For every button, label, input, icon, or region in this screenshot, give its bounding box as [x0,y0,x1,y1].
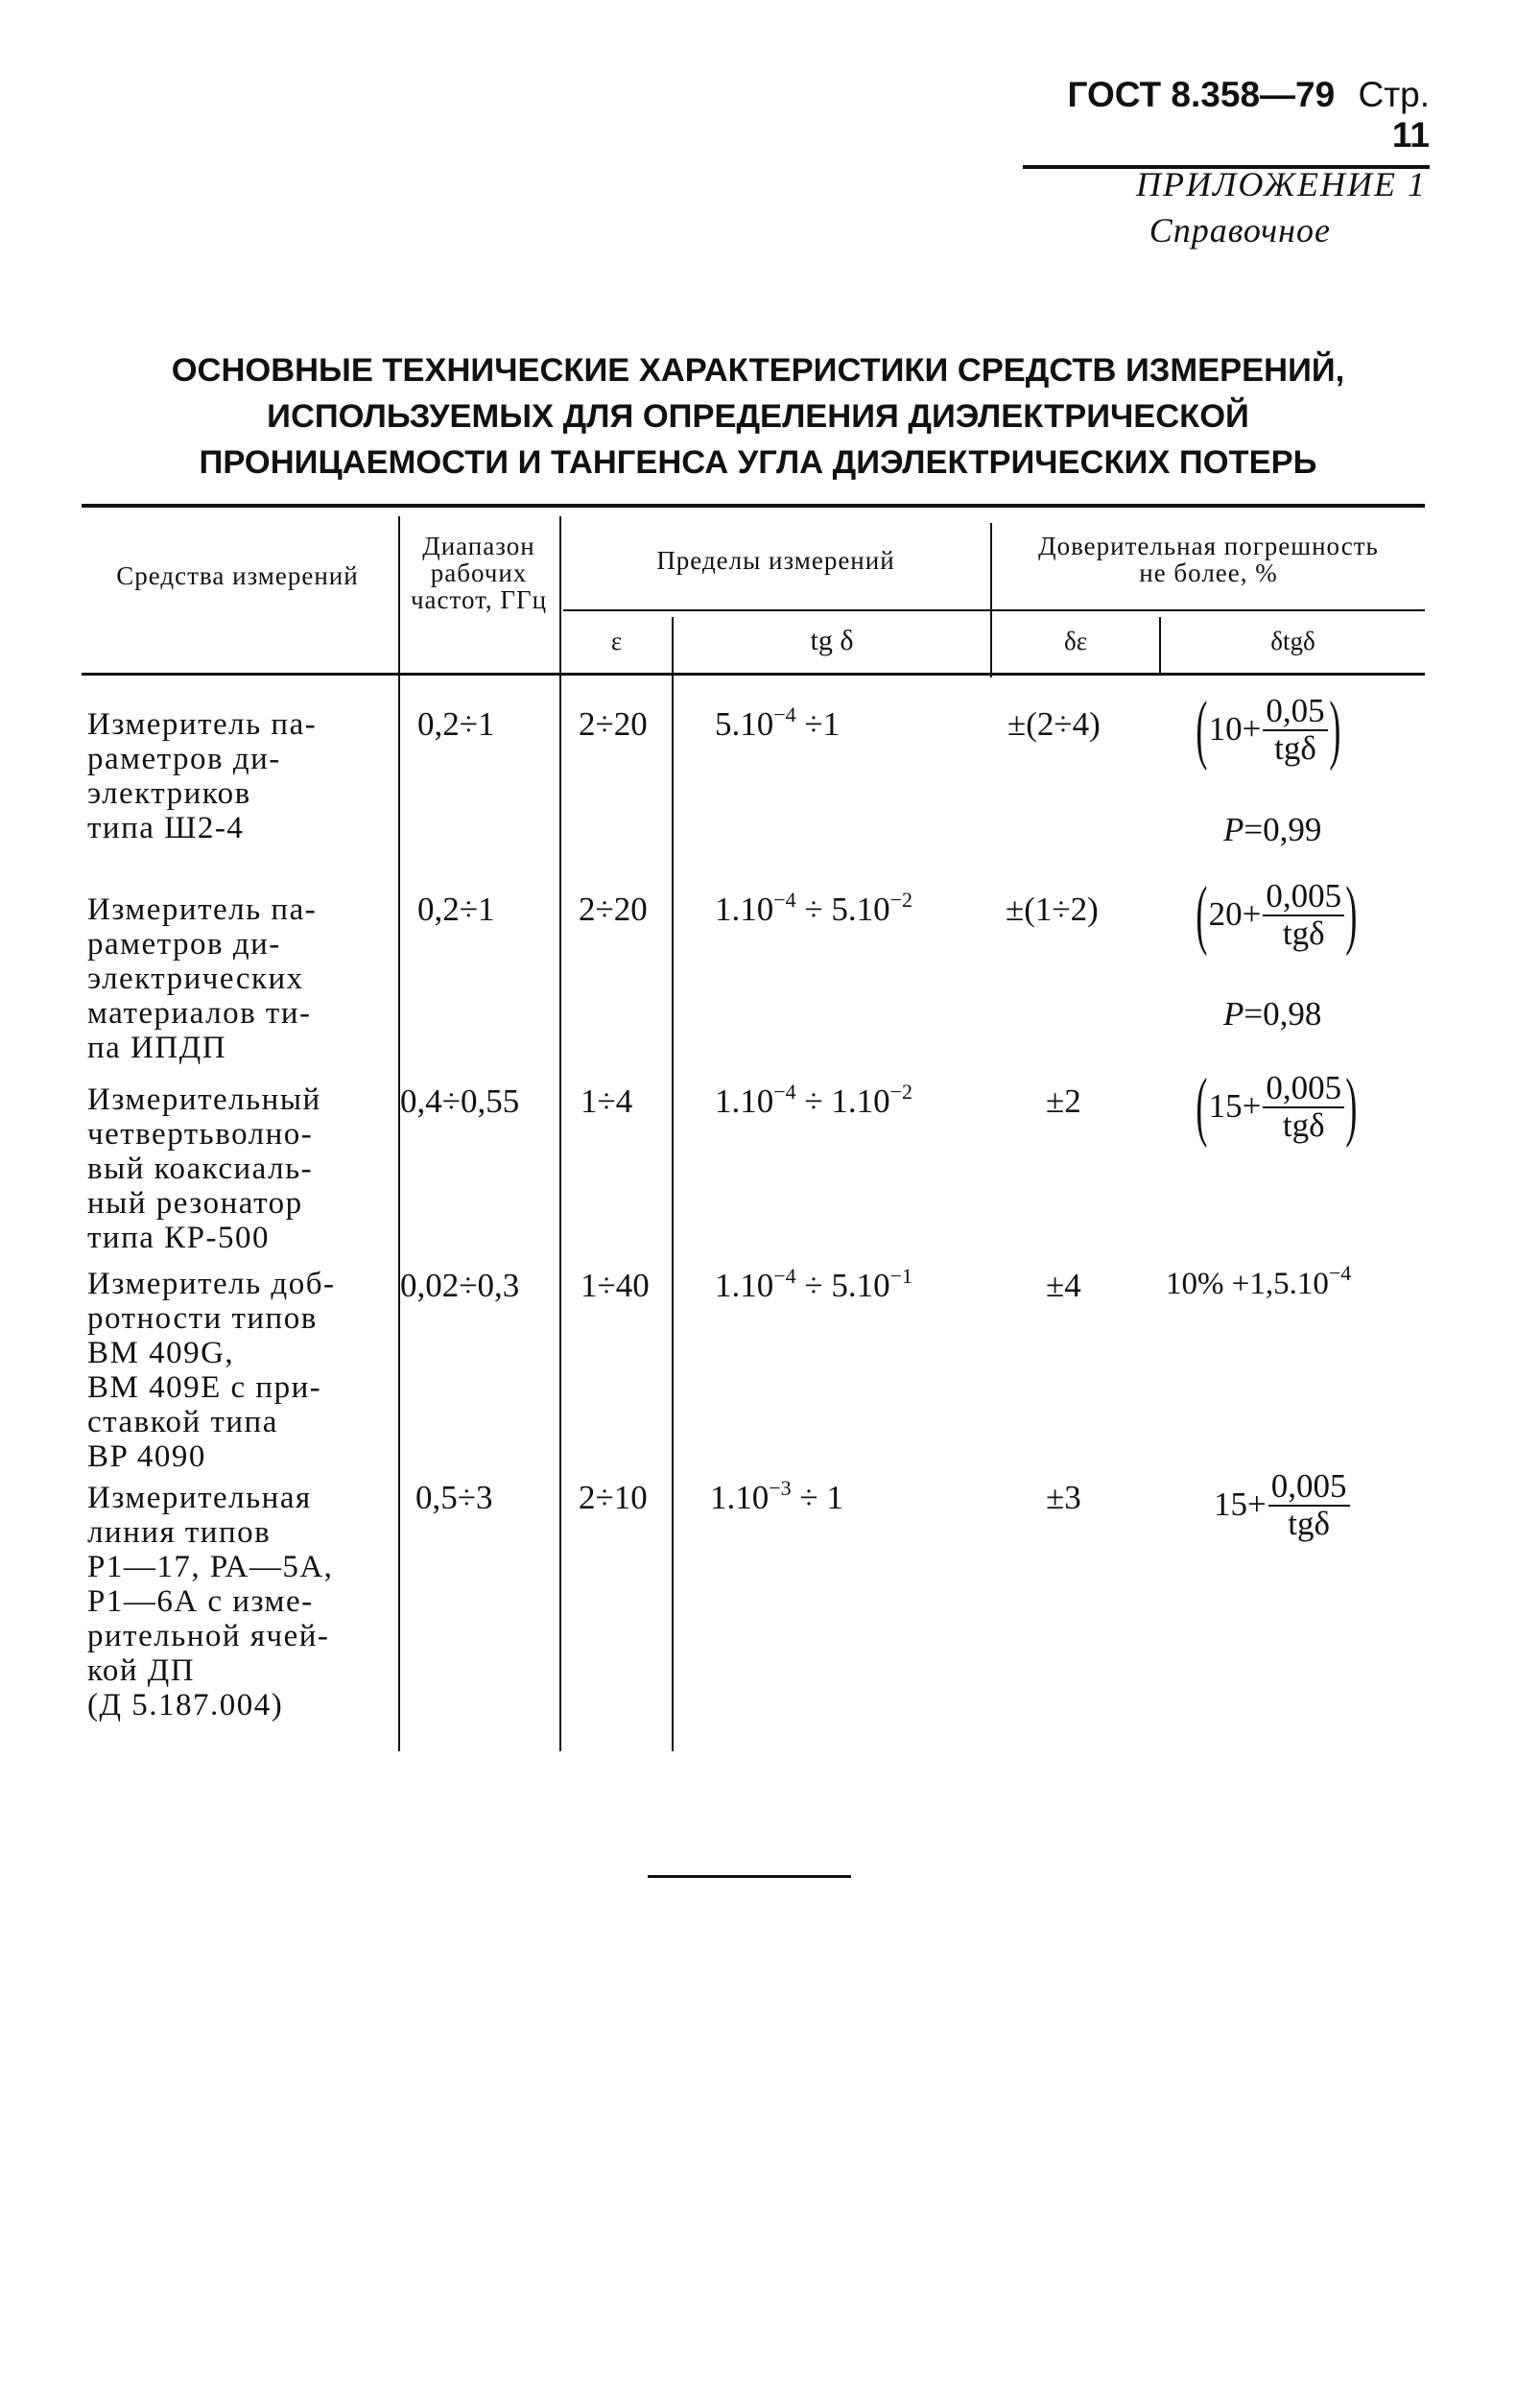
header-frequency-line: рабочих [430,558,528,587]
appendix-title: ПРИЛОЖЕНИЕ 1 [1136,165,1427,203]
instrument-line: Р1—6А с изме- [87,1584,314,1619]
fraction [1263,1070,1344,1143]
fraction [1263,878,1344,951]
col-divider [398,516,400,1751]
d-eps-value: ±3 [1046,1479,1081,1516]
instrument-line: BM 409G, [87,1336,235,1370]
d-eps-value: ±(2÷4) [1007,705,1101,743]
paren-close: ) [1328,687,1340,772]
header-limits: Пределы измерений [656,546,895,575]
tg-exp: −4 [773,1080,796,1104]
d-eps-value: ±(1÷2) [1006,891,1099,928]
tg-value [715,1082,912,1121]
confidence-p [1223,811,1321,849]
fraction-num: 0,005 [1268,1468,1350,1507]
d-eps-value: ±2 [1046,1082,1081,1120]
d-tg-formula [1195,872,1359,957]
paren-open: ( [1196,1064,1208,1149]
instrument-line: линия типов [87,1515,272,1550]
fraction-den: tgδ [1274,729,1316,767]
tg-base: 1.10 [710,1479,770,1516]
col-divider [559,516,561,1751]
tg-value [715,888,913,929]
document-title [58,347,1458,486]
title-line: ИСПОЛЬЗУЕМЫХ ДЛЯ ОПРЕДЕЛЕНИЯ ДИЭЛЕКТРИЧЕСКОЙ [267,398,1249,435]
header-eps: ε [610,627,623,655]
fraction-num: 0,005 [1263,878,1344,916]
tg-tail: ÷ 1 [791,1479,843,1516]
tg-exp: −4 [773,702,796,726]
instrument-line: ставкой типа [87,1405,278,1439]
fraction-den: tgδ [1282,915,1325,952]
fraction [1268,1468,1350,1541]
instrument-line: Измерительный [87,1082,321,1117]
paren-close: ) [1345,872,1358,957]
instrument-line: ный резонатор [87,1186,303,1221]
eps-value: 1÷40 [580,1267,650,1304]
instrument-line: Измеритель доб- [87,1267,336,1301]
standard-number: ГОСТ 8.358—79 [1067,75,1336,114]
table-top-rule [82,504,1425,508]
eps-value: 2÷10 [579,1479,648,1516]
instrument-line: типа Ш2-4 [87,811,245,845]
d-tg-text: 10% +1,5.10 [1166,1267,1329,1301]
d-tg-formula [1195,1064,1359,1149]
subheader-rule [563,609,1425,611]
table-row-instrument [87,707,394,845]
tg-mid: ÷ 5.10 [795,1267,890,1304]
paren-open: ( [1196,872,1208,957]
table-row-instrument [87,1082,394,1255]
p-label: P [1223,811,1244,848]
appendix-kind: Справочное [1149,211,1331,250]
tg-base: 1.10 [715,1267,774,1304]
tg-tail: ÷1 [795,705,841,743]
header-accuracy-line: Доверительная погрешность [1038,532,1379,560]
instrument-line: раметров ди- [87,742,281,776]
tg-base: 1.10 [715,1082,774,1120]
instrument-line: Измеритель па- [87,707,318,742]
header-accuracy-line: не более, % [1139,558,1278,587]
header-bottom-rule [82,673,1425,676]
tg-exp2: −2 [889,1080,913,1104]
fraction-den: tgδ [1282,1106,1325,1144]
header-instrument: Средства измерений [116,561,359,590]
instrument-line: Измерительная [87,1481,312,1515]
tg-mid: ÷ 5.10 [795,891,890,928]
eps-value: 2÷20 [579,705,648,743]
d-tg-exp: −4 [1328,1261,1352,1285]
d-tg-pre: 15+ [1208,1087,1262,1125]
d-eps-value: ±4 [1046,1267,1081,1304]
header-frequency [398,533,559,613]
header-d-tg: δtgδ [1270,627,1315,655]
page-header [1023,75,1430,169]
freq-value: 0,5÷3 [415,1479,493,1516]
freq-value: 0,4÷0,55 [400,1082,520,1120]
instrument-line: электриков [87,776,251,811]
characteristics-table [82,504,1425,1751]
tg-exp: −4 [773,1264,796,1288]
d-tg-formula [1195,687,1341,772]
tg-value [715,702,841,744]
d-tg-pre: 15+ [1214,1485,1267,1523]
title-line: ПРОНИЦАЕМОСТИ И ТАНГЕНСА УГЛА ДИЭЛЕКТРИЧЕСКИХ ПОТЕРЬ [199,444,1317,481]
d-tg-pre: 20+ [1208,895,1262,933]
p-label: P [1223,995,1244,1033]
page-label: Стр. [1358,75,1430,114]
page-number: 11 [1391,115,1430,154]
header-frequency-line: частот, ГГц [410,585,548,614]
header-d-eps: δε [1063,627,1088,655]
instrument-line: типа КР-500 [87,1221,270,1255]
instrument-line: рительной ячей- [87,1619,330,1653]
instrument-line: материалов ти- [87,996,312,1031]
instrument-line: Р1—17, РА—5А, [87,1550,334,1584]
d-tg-value [1166,1261,1352,1302]
tg-exp: −4 [773,888,796,912]
tg-base: 1.10 [715,891,774,928]
fraction-num: 0,005 [1263,1070,1344,1108]
table-row-instrument [87,1481,394,1723]
paren-close: ) [1345,1064,1358,1149]
header-frequency-line: Диапазон [422,532,535,560]
appendix-label [1136,161,1427,253]
freq-value: 0,2÷1 [417,705,495,743]
instrument-line: BP 4090 [87,1439,206,1474]
tg-exp2: −2 [889,888,913,912]
table-row-instrument [87,1267,394,1474]
instrument-line: BM 409E с при- [87,1370,322,1405]
title-line: ОСНОВНЫЕ ТЕХНИЧЕСКИЕ ХАРАКТЕРИСТИКИ СРЕДСТВ ИЗМЕРЕНИЙ, [171,352,1345,389]
confidence-p [1223,995,1321,1034]
fraction-den: tgδ [1288,1505,1330,1542]
instrument-line: па ИПДП [87,1031,227,1065]
instrument-line: раметров ди- [87,927,281,962]
instrument-line: четвертьволно- [87,1117,314,1152]
instrument-line: ротности типов [87,1301,318,1336]
instrument-line: Измеритель па- [87,892,318,927]
paren-open: ( [1196,687,1208,772]
tg-exp: −3 [769,1476,792,1500]
tg-value [715,1264,913,1305]
col-divider [672,617,674,1751]
freq-value: 0,2÷1 [417,891,495,928]
table-row-instrument [87,892,394,1065]
end-rule [648,1875,851,1878]
p-value: =0,98 [1244,995,1322,1033]
tg-value [710,1476,843,1517]
eps-value: 1÷4 [580,1082,633,1120]
instrument-line: электрических [87,962,304,996]
tg-mid: ÷ 1.10 [795,1082,890,1120]
eps-value: 2÷20 [579,891,648,928]
d-tg-formula [1214,1468,1350,1541]
p-value: =0,99 [1244,811,1322,848]
fraction-num: 0,05 [1263,693,1327,731]
d-tg-pre: 10+ [1208,710,1262,748]
freq-value: 0,02÷0,3 [400,1267,520,1304]
instrument-line: кой ДП [87,1653,196,1688]
header-accuracy [992,533,1425,586]
instrument-line: (Д 5.187.004) [87,1688,284,1723]
instrument-line: вый коаксиаль- [87,1152,314,1186]
fraction [1263,693,1327,766]
header-tg: tg δ [810,625,854,656]
tg-exp2: −1 [889,1264,913,1288]
tg-base: 5.10 [715,705,774,743]
